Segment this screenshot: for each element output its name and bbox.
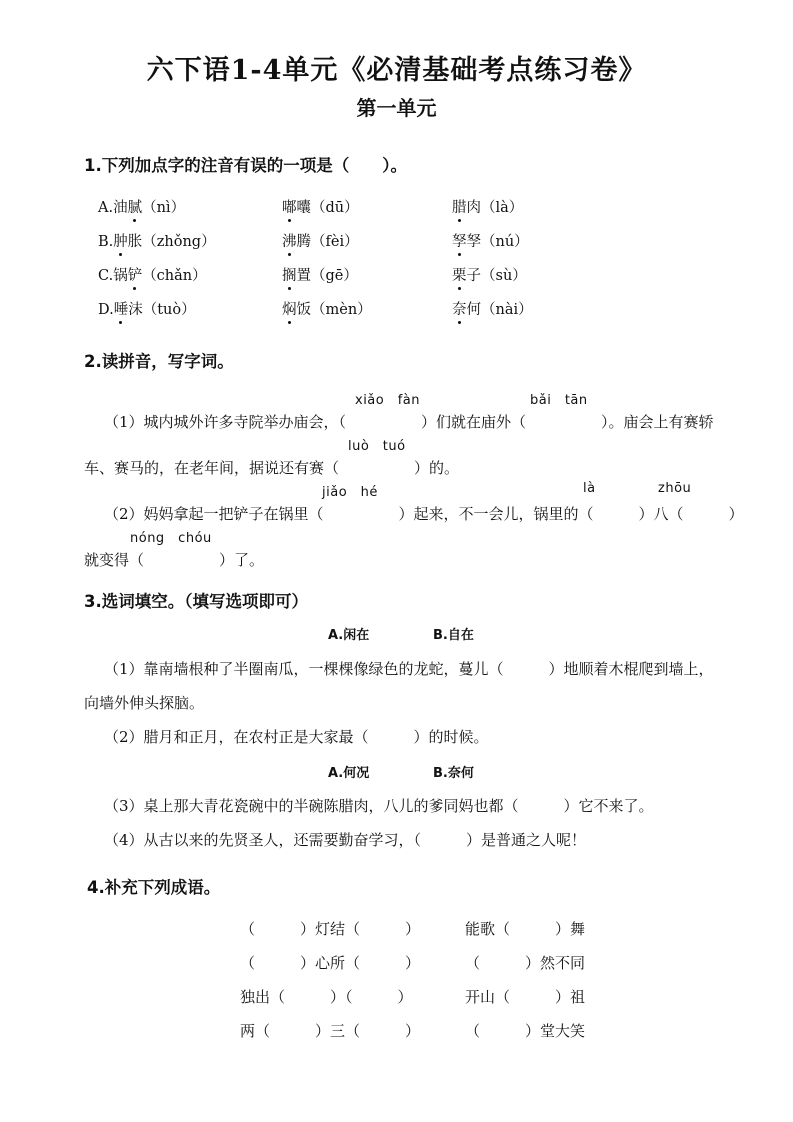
q1-pinyin: （nú）: [481, 234, 529, 250]
q1-option-letter: B.: [98, 234, 114, 250]
q1-dotted-char: 搁: [282, 264, 297, 285]
pinyin-xiaofan: xiǎo fàn: [355, 393, 421, 408]
q1-option-3-3: [452, 264, 527, 285]
q1-dotted-char: 沸: [282, 230, 297, 251]
q1-heading: 1.下列加点字的注音有误的一项是（ ）。: [84, 156, 407, 175]
idiom-2: 能歌（ ）舞: [465, 920, 586, 938]
q2-line-1: （1）城内城外许多寺院举办庙会，（ ）们就在庙外（ ）。庙会上有赛轿: [104, 413, 714, 431]
q1-dotted-char: 嘟: [282, 196, 297, 217]
pinyin-luotuo: luò tuó: [348, 439, 406, 454]
q1-pinyin: （gē）: [311, 268, 358, 284]
q1-option-letter: C.: [98, 268, 114, 284]
q1-option-4-2: [282, 298, 372, 319]
q1-option-1-1: [98, 196, 185, 217]
q1-char: 子: [466, 268, 481, 284]
pinyin-nongchou: nóng chóu: [130, 531, 212, 546]
q1-char: 饭: [296, 302, 311, 318]
q1-dotted-char: 肿: [113, 230, 128, 251]
q1-dotted-char: 焖: [282, 298, 297, 319]
idiom-8: （ ）堂大笑: [465, 1022, 586, 1040]
q1-dotted-char: 孥: [452, 230, 467, 251]
q2-heading: 2.读拼音，写字词。: [84, 352, 234, 371]
q2-line-4: 就变得（ ）了。: [84, 551, 265, 569]
pinyin-zhou: zhōu: [658, 481, 692, 496]
q1-pinyin: （tuò）: [142, 302, 196, 318]
q1-pinyin: （là）: [481, 200, 524, 216]
q3-heading: 3.选词填空。（填写选项即可）: [84, 592, 308, 611]
q4-heading: 4.补充下列成语。: [87, 878, 221, 897]
q1-option-1-2: [282, 196, 359, 217]
q1-dotted-char: 唾: [114, 298, 129, 319]
idiom-4: （ ）然不同: [465, 954, 586, 972]
q1-dotted-char: 奈: [452, 298, 467, 319]
q3-choice-a1: A.闲在: [328, 628, 370, 643]
q1-option-3-2: [282, 264, 358, 285]
q3-line-3: （2）腊月和正月，在农村正是大家最（ ）的时候。: [104, 728, 489, 746]
q1-char: 囔: [296, 200, 311, 216]
idiom-7: 两（ ）三（ ）: [240, 1022, 421, 1040]
q1-char: 胀: [127, 234, 143, 250]
q1-pinyin: （nài）: [481, 302, 533, 318]
q3-line-1: （1）靠南墙根种了半圈南瓜，一棵棵像绿色的龙蛇，蔓儿（ ）地顺着木棍爬到墙上，: [104, 660, 714, 678]
idiom-3: （ ）心所（ ）: [240, 954, 421, 972]
q1-char: 油: [113, 200, 128, 216]
q1-pinyin: （nì）: [142, 200, 186, 216]
q1-char: 锅: [113, 268, 128, 284]
unit-subtitle: 第一单元: [356, 96, 437, 120]
q1-pinyin: （chǎn）: [142, 268, 207, 284]
q1-char: 肉: [466, 200, 481, 216]
q1-option-letter: D.: [98, 302, 114, 318]
pinyin-jiaohe: jiǎo hé: [322, 485, 378, 500]
q3-line-5: （4）从古以来的先贤圣人，还需要勤奋学习，（ ）是普通之人呢！: [104, 831, 587, 849]
q2-line-2: 车、赛马的，在老年间，据说还有赛（ ）的。: [84, 459, 460, 477]
q3-choice-b2: B.奈何: [433, 766, 474, 781]
q1-char: 孥: [466, 234, 481, 250]
q1-pinyin: （sù）: [481, 268, 527, 284]
q1-option-1-3: [452, 196, 523, 217]
q1-dotted-char: 腻: [128, 196, 143, 217]
q1-char: 何: [466, 302, 481, 318]
q1-option-3-1: [98, 264, 207, 285]
q1-char: 腾: [296, 234, 311, 250]
q1-pinyin: （mèn）: [311, 302, 372, 318]
q3-choice-b1: B.自在: [433, 628, 474, 643]
q1-option-letter: A.: [98, 200, 114, 216]
idiom-5: 独出（ ）（ ）: [240, 988, 413, 1006]
q1-option-2-2: [282, 230, 359, 251]
q1-option-2-1: [98, 230, 216, 251]
q1-char: 置: [296, 268, 311, 284]
q3-line-2: 向墙外伸头探脑。: [84, 694, 205, 712]
q3-choice-a2: A.何况: [328, 766, 370, 781]
q1-option-2-3: [452, 230, 529, 251]
q1-dotted-char: 腊: [452, 196, 467, 217]
page-title: 六下语1-4单元《必清基础考点练习卷》: [146, 55, 647, 86]
q1-char: 沫: [128, 302, 143, 318]
q2-line-3: （2）妈妈拿起一把铲子在锅里（ ）起来，不一会儿，锅里的（ ）八（ ）: [104, 505, 744, 523]
q1-dotted-char: 栗: [452, 264, 467, 285]
q1-pinyin: （dū）: [311, 200, 359, 216]
q1-dotted-char: 铲: [128, 264, 143, 285]
q1-option-4-1: [98, 298, 196, 319]
pinyin-la: là: [583, 481, 596, 496]
idiom-1: （ ）灯结（ ）: [240, 920, 421, 938]
q3-line-4: （3）桌上那大青花瓷碗中的半碗陈腊肉，八儿的爹同妈也都（ ）它不来了。: [104, 797, 654, 815]
q1-pinyin: （fèi）: [311, 234, 359, 250]
q1-option-4-3: [452, 298, 533, 319]
q1-pinyin: （zhǒng）: [142, 234, 216, 250]
pinyin-baitan: bǎi tān: [530, 393, 588, 408]
idiom-6: 开山（ ）祖: [465, 988, 586, 1006]
